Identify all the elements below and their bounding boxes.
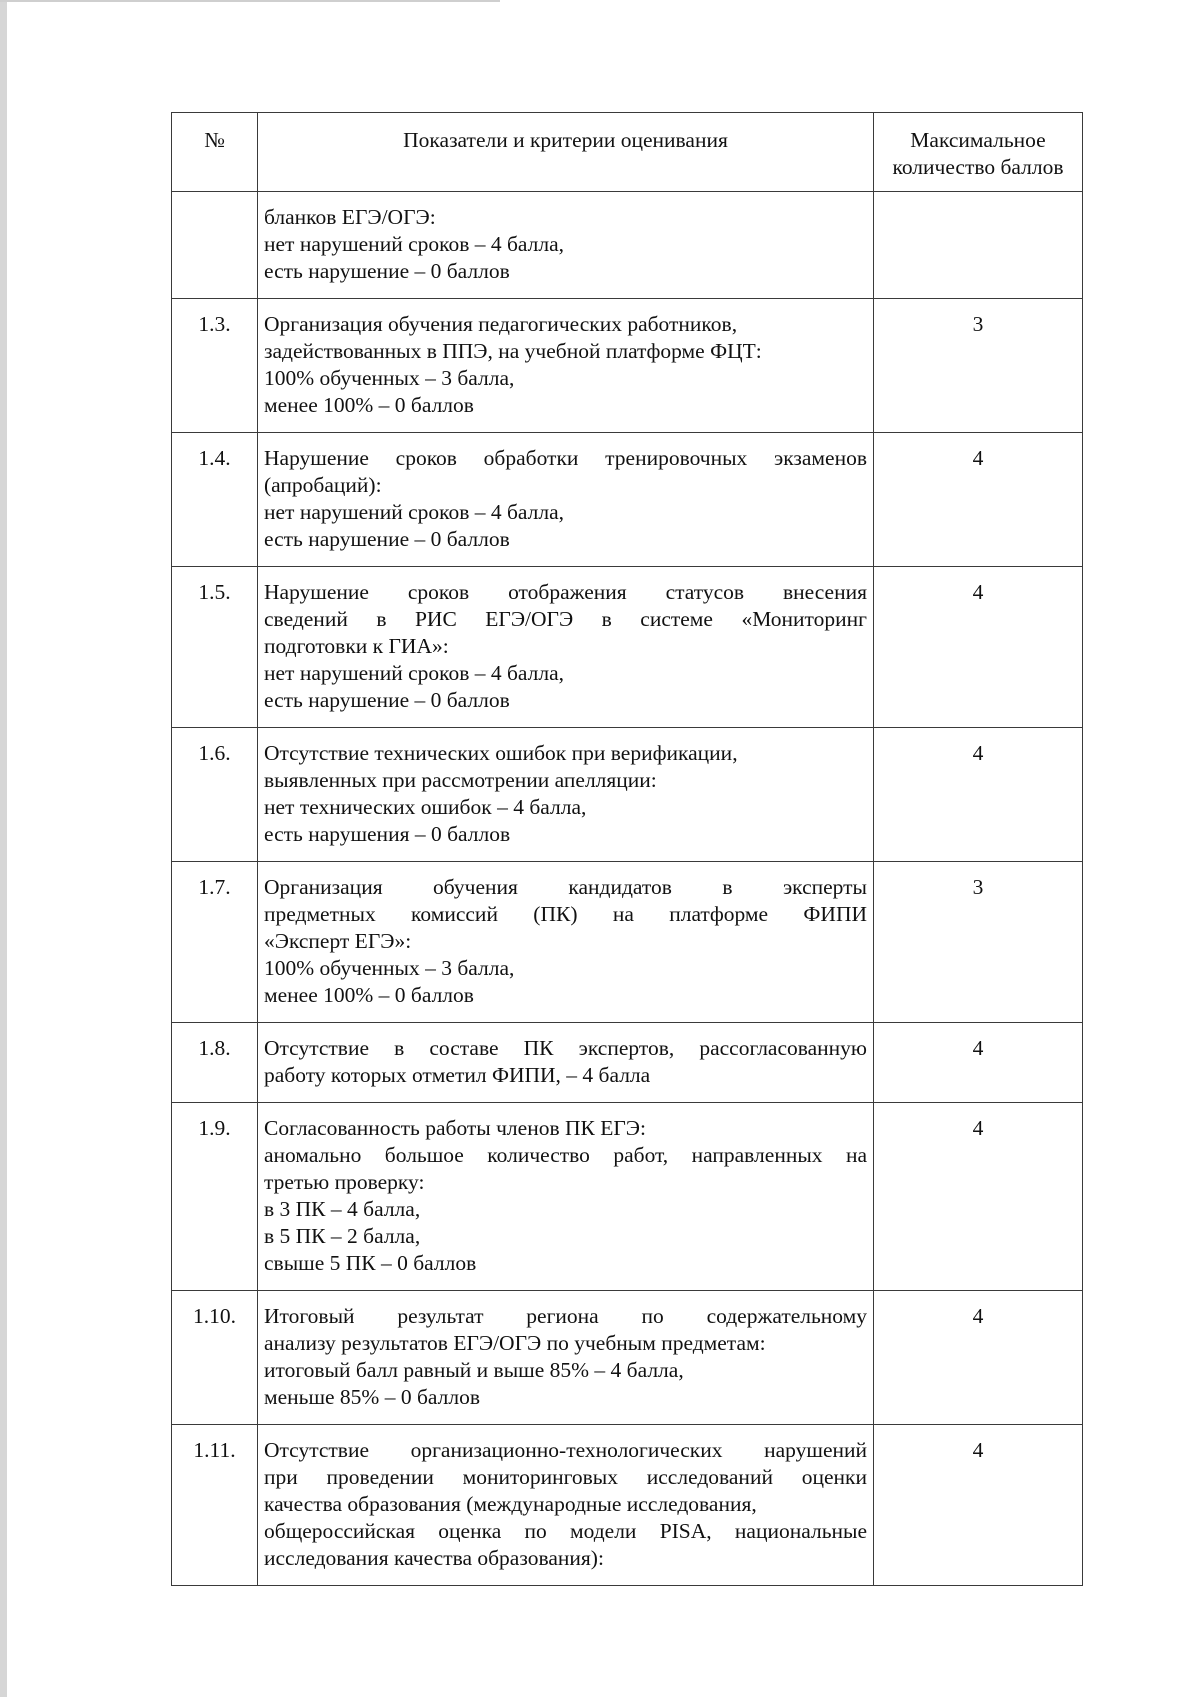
criteria-line: в 5 ПК – 2 балла, (264, 1224, 421, 1248)
criteria-table (171, 112, 1083, 1586)
criteria-line: Организация обучения кандидатов в эксперты (264, 875, 867, 899)
header-criteria: Показатели и критерии оценивания (258, 113, 874, 192)
table-row (172, 1103, 1083, 1291)
table-row (172, 299, 1083, 433)
criteria-line: 100% обученных – 3 балла, (264, 366, 515, 390)
header-number: № (172, 113, 258, 192)
row-number: 1.7. (172, 862, 258, 1023)
criteria-line: подготовки к ГИА»: (264, 634, 449, 658)
criteria-cell (258, 1103, 874, 1291)
criteria-line: сведений в РИС ЕГЭ/ОГЭ в системе «Мониторинг (264, 607, 867, 631)
criteria-line: Нарушение сроков обработки тренировочных экзаменов (264, 446, 867, 470)
criteria-line: Отсутствие организационно-технологических нарушений (264, 1438, 867, 1462)
table-body (172, 192, 1083, 1586)
max-points-cell: 4 (874, 728, 1083, 862)
criteria-line: свыше 5 ПК – 0 баллов (264, 1251, 477, 1275)
criteria-line: нет нарушений сроков – 4 балла, (264, 232, 565, 256)
row-number: 1.5. (172, 567, 258, 728)
row-number: 1.4. (172, 433, 258, 567)
criteria-cell (258, 192, 874, 299)
scan-edge-top (0, 0, 500, 2)
max-points-cell: 4 (874, 1425, 1083, 1586)
max-points-cell: 3 (874, 862, 1083, 1023)
criteria-line: предметных комиссий (ПК) на платформе ФИПИ (264, 902, 867, 926)
row-number (172, 192, 258, 299)
criteria-line: общероссийская оценка по модели PISA, национальные (264, 1519, 867, 1543)
criteria-cell (258, 433, 874, 567)
criteria-line: при проведении мониторинговых исследований оценки (264, 1465, 867, 1489)
max-points-cell: 4 (874, 1023, 1083, 1103)
max-points-cell: 3 (874, 299, 1083, 433)
row-number: 1.3. (172, 299, 258, 433)
table-row (172, 433, 1083, 567)
criteria-cell (258, 1425, 874, 1586)
criteria-cell (258, 728, 874, 862)
criteria-line: менее 100% – 0 баллов (264, 393, 474, 417)
criteria-line: исследования качества образования): (264, 1546, 604, 1570)
table-row (172, 1425, 1083, 1586)
document-page (171, 112, 1082, 1586)
criteria-line: есть нарушение – 0 баллов (264, 688, 510, 712)
header-max-points: Максимальное количество баллов (874, 113, 1083, 192)
row-number: 1.11. (172, 1425, 258, 1586)
criteria-line: задействованных в ППЭ, на учебной платформе ФЦТ: (264, 339, 762, 363)
criteria-cell (258, 567, 874, 728)
criteria-line: нет нарушений сроков – 4 балла, (264, 661, 565, 685)
criteria-cell (258, 299, 874, 433)
table-row (172, 862, 1083, 1023)
max-points-cell: 4 (874, 567, 1083, 728)
criteria-line: Отсутствие технических ошибок при верификации, (264, 741, 738, 765)
row-number: 1.9. (172, 1103, 258, 1291)
criteria-line: менее 100% – 0 баллов (264, 983, 474, 1007)
row-number: 1.10. (172, 1291, 258, 1425)
row-number: 1.6. (172, 728, 258, 862)
table-row (172, 1023, 1083, 1103)
criteria-cell (258, 862, 874, 1023)
criteria-line: выявленных при рассмотрении апелляции: (264, 768, 657, 792)
criteria-line: Организация обучения педагогических работников, (264, 312, 738, 336)
row-number: 1.8. (172, 1023, 258, 1103)
criteria-line: Отсутствие в составе ПК экспертов, рассогласованную (264, 1036, 867, 1060)
criteria-line: бланков ЕГЭ/ОГЭ: (264, 205, 436, 229)
table-row (172, 192, 1083, 299)
max-points-cell: 4 (874, 1291, 1083, 1425)
criteria-line: меньше 85% – 0 баллов (264, 1385, 480, 1409)
criteria-line: нет технических ошибок – 4 балла, (264, 795, 587, 819)
criteria-line: итоговый балл равный и выше 85% – 4 балла, (264, 1358, 684, 1382)
criteria-line: есть нарушение – 0 баллов (264, 259, 510, 283)
criteria-line: есть нарушения – 0 баллов (264, 822, 511, 846)
table-row (172, 728, 1083, 862)
criteria-line: «Эксперт ЕГЭ»: (264, 929, 412, 953)
criteria-line: Согласованность работы членов ПК ЕГЭ: (264, 1116, 646, 1140)
table-row (172, 567, 1083, 728)
criteria-line: нет нарушений сроков – 4 балла, (264, 500, 565, 524)
criteria-line: анализу результатов ЕГЭ/ОГЭ по учебным предметам: (264, 1331, 766, 1355)
criteria-cell (258, 1023, 874, 1103)
criteria-line: аномально большое количество работ, направленных на (264, 1143, 867, 1167)
criteria-line: есть нарушение – 0 баллов (264, 527, 510, 551)
criteria-line: работу которых отметил ФИПИ, – 4 балла (264, 1063, 651, 1087)
max-points-cell (874, 192, 1083, 299)
criteria-line: 100% обученных – 3 балла, (264, 956, 515, 980)
scan-edge-left (0, 0, 7, 1697)
criteria-line: в 3 ПК – 4 балла, (264, 1197, 421, 1221)
max-points-cell: 4 (874, 433, 1083, 567)
table-header-row (172, 113, 1083, 192)
criteria-line: третью проверку: (264, 1170, 425, 1194)
criteria-line: качества образования (международные исследования, (264, 1492, 757, 1516)
criteria-cell (258, 1291, 874, 1425)
table-row (172, 1291, 1083, 1425)
criteria-line: Нарушение сроков отображения статусов внесения (264, 580, 867, 604)
max-points-cell: 4 (874, 1103, 1083, 1291)
criteria-line: (апробаций): (264, 473, 382, 497)
criteria-line: Итоговый результат региона по содержательному (264, 1304, 867, 1328)
